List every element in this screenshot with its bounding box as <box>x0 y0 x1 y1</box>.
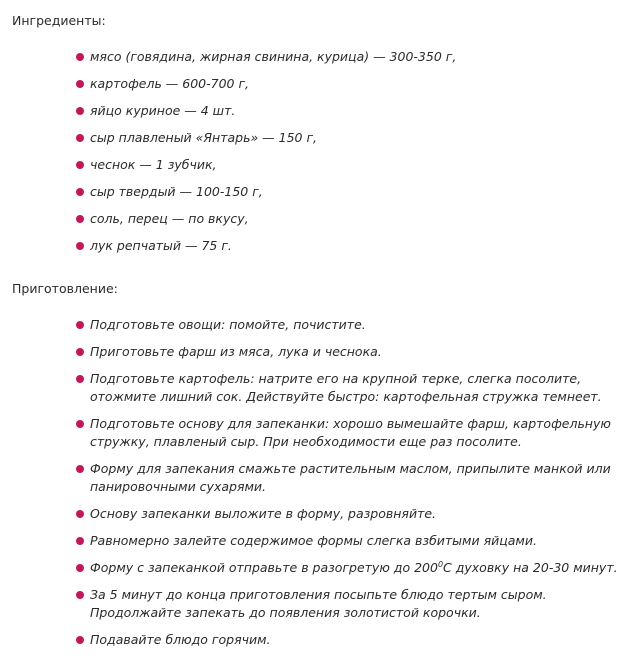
degree-superscript: 0 <box>437 559 444 569</box>
bullet-dot-icon <box>76 591 84 599</box>
step-text: Подготовьте основу для запеканки: хорошо вымешайте фарш, картофельную стружку, плавленый сыр. При необходимости еще раз посолите. <box>90 416 611 449</box>
step-item <box>76 532 621 550</box>
bullet-dot-icon <box>76 53 84 61</box>
ingredient-text: соль, перец — по вкусу, <box>90 211 249 226</box>
step-text-part: Форму с запеканкой отправьте в разогретую до 200 <box>90 560 438 575</box>
step-text: Подготовьте овощи: помойте, почистите. <box>90 317 366 332</box>
preparation-steps-list <box>76 316 621 658</box>
step-item <box>76 631 621 649</box>
step-text: Равномерно залейте содержимое формы слегка взбитыми яйцами. <box>90 533 537 548</box>
bullet-dot-icon <box>76 537 84 545</box>
bullet-dot-icon <box>76 564 84 572</box>
step-item <box>76 505 621 523</box>
preparation-heading: Приготовление: <box>12 281 118 296</box>
bullet-dot-icon <box>76 242 84 250</box>
step-text: Подавайте блюдо горячим. <box>90 632 271 647</box>
ingredient-text: сыр плавленый «Янтарь» — 150 г, <box>90 130 318 145</box>
bullet-dot-icon <box>76 161 84 169</box>
ingredient-text: чеснок — 1 зубчик, <box>90 157 217 172</box>
step-item <box>76 343 621 361</box>
step-item <box>76 586 621 622</box>
ingredient-text: сыр твердый — 100-150 г, <box>90 184 263 199</box>
ingredients-heading: Ингредиенты: <box>12 13 106 28</box>
ingredient-item <box>76 183 456 210</box>
step-item <box>76 460 621 496</box>
bullet-dot-icon <box>76 348 84 356</box>
step-item <box>76 370 621 406</box>
step-item <box>76 316 621 334</box>
ingredient-item <box>76 210 456 237</box>
step-item <box>76 415 621 451</box>
step-item <box>76 559 621 577</box>
bullet-dot-icon <box>76 215 84 223</box>
bullet-dot-icon <box>76 465 84 473</box>
bullet-dot-icon <box>76 134 84 142</box>
bullet-dot-icon <box>76 321 84 329</box>
ingredient-item <box>76 237 456 264</box>
step-text: Форму для запекания смажьте растительным маслом, припылите манкой или панировочными сухарями. <box>90 461 611 494</box>
step-text: Основу запеканки выложите в форму, разровняйте. <box>90 506 437 521</box>
ingredient-item <box>76 102 456 129</box>
ingredient-text: картофель — 600-700 г, <box>90 76 249 91</box>
bullet-dot-icon <box>76 420 84 428</box>
ingredients-list <box>76 48 456 264</box>
ingredient-text: лук репчатый — 75 г. <box>90 238 232 253</box>
step-text: Подготовьте картофель: натрите его на крупной терке, слегка посолите, отожмите лишний сок. Действуйте быстро: картофельная стружка темнеет. <box>90 371 602 404</box>
ingredient-item <box>76 75 456 102</box>
bullet-dot-icon <box>76 375 84 383</box>
bullet-dot-icon <box>76 636 84 644</box>
ingredient-item <box>76 48 456 75</box>
bullet-dot-icon <box>76 80 84 88</box>
step-text: Приготовьте фарш из мяса, лука и чеснока. <box>90 344 382 359</box>
step-text-part: С духовку на 20-30 минут. <box>443 560 618 575</box>
ingredient-item <box>76 129 456 156</box>
ingredient-item <box>76 156 456 183</box>
bullet-dot-icon <box>76 188 84 196</box>
step-text: За 5 минут до конца приготовления посыпьте блюдо тертым сыром. Продолжайте запекать до появления золотистой корочки. <box>90 587 547 620</box>
ingredient-text: яйцо куриное — 4 шт. <box>90 103 236 118</box>
bullet-dot-icon <box>76 510 84 518</box>
ingredient-text: мясо (говядина, жирная свинина, курица) — 300-350 г, <box>90 49 457 64</box>
step-text <box>90 560 618 575</box>
bullet-dot-icon <box>76 107 84 115</box>
